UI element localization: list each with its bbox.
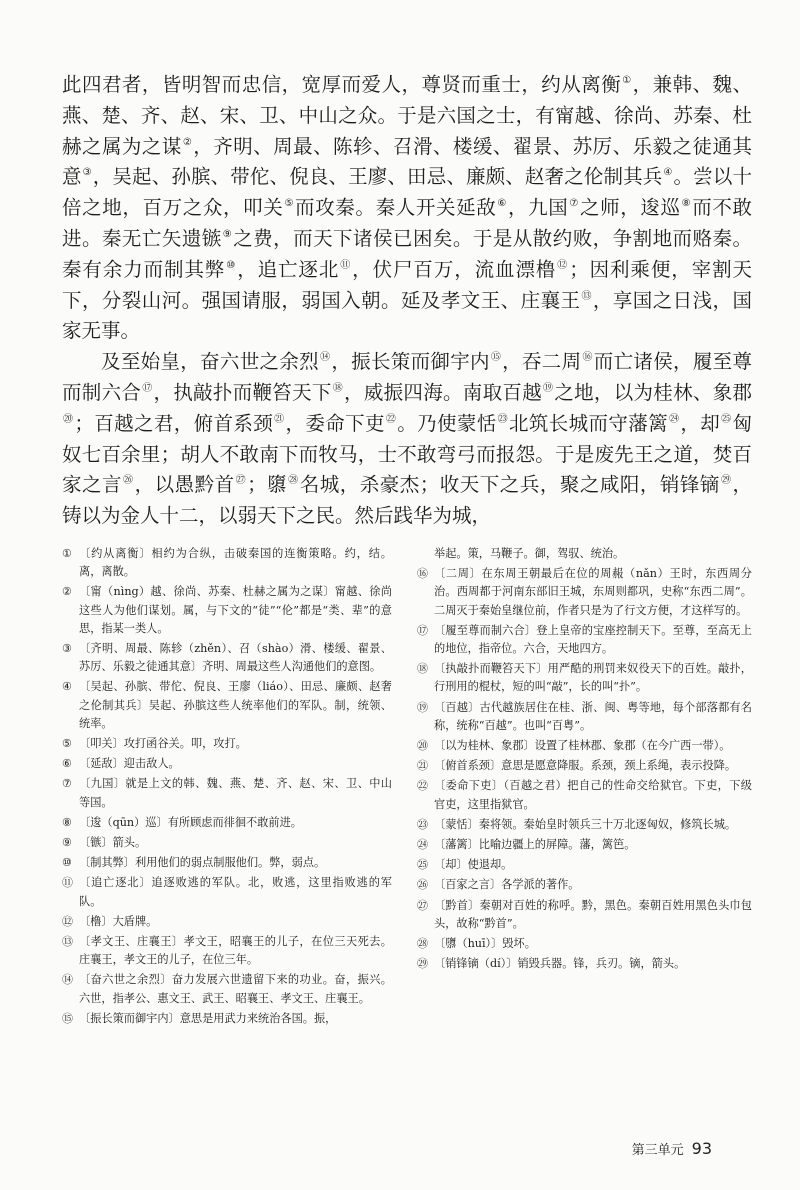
footnote-number: ⑳ [417, 739, 428, 753]
footnote [62, 775, 392, 811]
footnote-text: 〔橹〕大盾牌。 [79, 914, 158, 928]
paragraph-1 [62, 70, 752, 347]
footnote [417, 737, 752, 755]
footnote [62, 1010, 392, 1028]
footnote-text: 〔履至尊而制六合〕登上皇帝的宝座控制天下。至尊，至高无上的地位，指帝位。六合，天地四方。 [434, 623, 752, 656]
footnote [417, 876, 752, 894]
text-segment: ，威振四海。南取百越 [344, 380, 542, 404]
footnote [62, 913, 392, 931]
footnote [62, 755, 392, 773]
text-segment: 。乃使蒙恬 [397, 411, 497, 435]
footnote-number: ⑥ [62, 757, 72, 771]
text-segment: ，兼韩、魏、燕、楚、齐、赵、宋、卫、中山之众。于是六国之士，有甯越、徐尚、苏秦、杜赫之属为之谋 [62, 73, 752, 158]
footnote-ref: ④ [663, 167, 673, 179]
footnote-ref: ㉗ [235, 475, 247, 487]
text-segment: 名城，杀豪杰；收天下之兵，聚之咸阳，销锋镝 [299, 473, 720, 497]
main-text [62, 70, 752, 532]
text-segment: ，伏尸百万，流血漂橹 [352, 257, 557, 281]
text-segment: 此四君者，皆明智而忠信，宽厚而爱人，尊贤而重士，约从离衡 [62, 73, 622, 96]
text-segment: ，振长策而御宇内 [331, 350, 490, 374]
text-segment: ，执敲扑而鞭笞天下 [153, 380, 332, 404]
footnote-number: ④ [62, 680, 72, 694]
footnote-number: ③ [62, 642, 72, 656]
footnote-text: 〔约从离衡〕相约为合纵，击破秦国的连衡策略。约，结。离，离散。 [79, 547, 392, 579]
footnote-text: 〔以为桂林、象郡〕设置了桂林郡、象郡（在今广西一带）。 [434, 739, 731, 753]
unit-label: 第三单元 [631, 1143, 684, 1158]
text-segment: ，吞二周 [502, 350, 582, 374]
footnote-ref: ⑯ [582, 352, 593, 364]
footnote-ref: ㉑ [274, 413, 285, 425]
footnote [62, 933, 392, 969]
text-segment: 。尝以十倍之地，百万之众，叩关 [62, 165, 752, 220]
footnote-number: ⑮ [62, 1011, 73, 1025]
footnote-continuation: 举起。策，马鞭子。御，驾驭、统治。 [434, 547, 625, 560]
footnote-ref: ② [182, 136, 193, 148]
footnote-number: ① [62, 547, 72, 560]
footnote-ref: ⑲ [543, 382, 554, 394]
text-segment: ，享国之日浅，国家无事。 [62, 288, 752, 343]
footnote-ref: ⑪ [340, 259, 352, 271]
footnote-ref: ⑥ [497, 198, 507, 210]
footnote-ref: ⑭ [319, 352, 331, 364]
footnote-ref: ⑦ [569, 198, 579, 210]
footnote [62, 735, 392, 753]
footnote-text: 〔蒙恬〕秦将领。秦始皇时领兵三十万北逐匈奴，修筑长城。 [434, 817, 737, 831]
footnote-number: ⑱ [417, 662, 428, 676]
footnote-number: ⑭ [62, 973, 73, 987]
footnote [417, 897, 752, 933]
text-segment: ；百越之君，俯首系颈 [74, 411, 274, 435]
footnote-ref: ⑧ [681, 198, 692, 210]
footnote [62, 834, 392, 852]
text-segment: ，齐明、周最、陈轸、召滑、楼缓、翟景、苏厉、乐毅之徒通其意 [62, 134, 752, 189]
text-segment: ，吴起、孙膑、带佗、倪良、王廖、田忌、廉颇、赵奢之伦制其兵 [92, 165, 663, 189]
footnote [417, 816, 752, 834]
text-segment: 及至始皇，奋六世之余烈 [101, 350, 319, 374]
footnote-text: 〔吴起、孙膑、带佗、倪良、王廖（liáo）、田忌、廉颇、赵奢之伦制其兵〕吴起、孙膑这些人统率他们的军队。制，统领、统率。 [79, 680, 392, 730]
footnote-number: ⑬ [62, 935, 73, 949]
page-footer [632, 1139, 712, 1158]
footnote-number: ② [62, 585, 72, 599]
footnote-text: 〔逡（qūn）巡〕有所顾虑而徘徊不敢前进。 [79, 815, 302, 829]
footnote-number: ⑨ [62, 836, 72, 850]
footnote-ref: ③ [82, 167, 92, 179]
footnote-number: ⑰ [417, 623, 428, 637]
footnote-number: ⑯ [417, 567, 428, 581]
footnote [417, 836, 752, 854]
footnote-number: ㉘ [417, 937, 428, 951]
footnote-number: ㉒ [417, 779, 428, 793]
footnote-ref: ㉔ [668, 413, 680, 425]
text-segment: 之师，逡巡 [579, 196, 681, 220]
footnote-ref: ㉓ [497, 413, 508, 425]
footnote-text: 〔奋六世之余烈〕奋力发展六世遗留下来的功业。奋，振兴。六世，指孝公、惠文王、武王、昭襄王、孝文王、庄襄王。 [79, 973, 392, 1005]
footnotes [62, 545, 752, 1030]
footnote [62, 583, 392, 638]
footnote [417, 856, 752, 874]
footnote-ref: ⑰ [142, 382, 153, 394]
footnote-text: 〔销锋镝（dí）〕销毁兵器。锋，兵刃。镝，箭头。 [434, 957, 686, 971]
footnote-number: ⑲ [417, 700, 428, 714]
footnote [62, 545, 392, 581]
footnote [62, 640, 392, 676]
text-segment: ，九国 [507, 196, 569, 220]
footnote-number: ㉕ [417, 858, 428, 872]
footnote-number: ⑩ [62, 856, 72, 870]
footnote [62, 854, 392, 872]
footnote [417, 699, 752, 735]
text-segment: 之地，以为桂林、象郡 [554, 380, 752, 404]
footnotes-right-column [417, 545, 752, 1030]
footnote [417, 565, 752, 620]
footnote [62, 971, 392, 1007]
footnote-text: 〔追亡逐北〕追逐败逃的军队。北，败逃，这里指败逃的军队。 [79, 876, 392, 908]
footnote-text: 〔振长策而御宇内〕意思是用武力来统治各国。振， [79, 1011, 337, 1025]
footnote-number: ⑧ [62, 815, 72, 829]
footnote-text: 〔却〕使退却。 [434, 858, 513, 872]
footnote-text: 〔委命下吏〕（百越之君）把自己的性命交给狱官。下吏，下级官吏，这里指狱官。 [434, 779, 752, 811]
text-segment: 匈奴七百余里；胡人不敢南下而牧马，士不敢弯弓而报怨。于是废先王之道，焚百家之言 [62, 411, 752, 497]
text-segment: ；隳 [247, 473, 288, 497]
footnote-ref: ㉙ [720, 475, 732, 487]
footnote-number: ㉖ [417, 878, 428, 892]
text-segment: ，以愚黔首 [134, 473, 235, 497]
footnotes-left-column [62, 545, 392, 1030]
footnote-number: ⑤ [62, 737, 72, 751]
footnote-number: ⑫ [62, 914, 73, 928]
footnote-ref: ⑫ [557, 259, 569, 271]
footnote-ref: ⑨ [222, 228, 233, 240]
text-segment: ，却 [680, 411, 721, 435]
footnote [417, 622, 752, 658]
footnote [62, 814, 392, 832]
text-segment: 北筑长城而守藩篱 [508, 411, 668, 435]
footnote-text: 〔百家之言〕各学派的著作。 [434, 878, 580, 892]
footnote-text: 〔甯（nìng）越、徐尚、苏秦、杜赫之属为之谋〕甯越、徐尚这些人为他们谋划。属，与下文的“徒”“伦”都是“类、辈”的意思，指某一类人。 [79, 585, 392, 635]
text-segment: ；因利乘便，宰割天下，分裂山河。强国请服，弱国入朝。延及孝文王、庄襄王 [62, 257, 752, 312]
footnote-text: 〔叩关〕攻打函谷关。叩，攻打。 [79, 737, 247, 751]
text-segment: 而亡诸侯，履至尊而制六合 [62, 350, 752, 404]
footnote-number: ㉔ [417, 838, 428, 852]
footnote-text: 〔黔首〕秦朝对百姓的称呼。黔，黑色。秦朝百姓用黑色头巾包头，故称“黔首”。 [434, 898, 752, 930]
footnote-text: 〔二周〕在东周王朝最后在位的周赧（nǎn）王时，东西周分治。西周都于河南东部旧王城，东周则都巩，史称“东西二周”。二周灭于秦始皇继位前，作者只是为了行文方便，才这样写的。 [434, 567, 752, 617]
footnote-number: ㉑ [417, 759, 428, 773]
footnote [62, 678, 392, 733]
footnote-text: 〔制其弊〕利用他们的弱点制服他们。弊，弱点。 [79, 856, 326, 870]
text-segment: ，委命下吏 [285, 411, 385, 435]
footnote-number: ㉗ [417, 898, 428, 912]
footnote-ref: ① [622, 75, 632, 86]
footnote [417, 757, 752, 775]
footnote-ref: ㉒ [385, 413, 397, 425]
footnote-text: 〔隳（huī）〕毁坏。 [434, 937, 536, 951]
footnote-text: 〔齐明、周最、陈轸（zhěn）、召（shào）滑、楼缓、翟景、苏厉、乐毅之徒通其意〕齐明、周最这些人沟通他们的意图。 [79, 642, 392, 674]
footnote-ref: ㉘ [288, 475, 299, 487]
text-segment: 而攻秦。秦人开关延敌 [295, 196, 497, 220]
footnote-number: ㉙ [417, 957, 428, 971]
footnote-text: 〔镞〕箭头。 [79, 836, 147, 850]
footnote-text: 〔俯首系颈〕意思是愿意降服。系颈，颈上系绳，表示投降。 [434, 759, 737, 773]
footnote-ref: ⑮ [490, 352, 502, 364]
paragraph-2 [62, 347, 752, 532]
footnote-text: 〔执敲扑而鞭笞天下〕用严酷的刑罚来奴役天下的百姓。敲扑，行刑用的棍杖，短的叫“敲”，长的叫“扑”。 [434, 662, 752, 694]
text-segment: 之费，而天下诸侯已困矣。于是从散约败，争割地而赂秦。秦有余力而制其弊 [62, 226, 752, 281]
footnote-ref: ㉖ [123, 475, 134, 487]
text-segment: 而不敢进。秦无亡矢遗镞 [62, 196, 752, 250]
footnote-text: 〔九国〕就是上文的韩、魏、燕、楚、齐、赵、宋、卫、中山等国。 [79, 777, 392, 809]
footnote-ref: ⑳ [63, 413, 74, 425]
footnote-ref: ⑩ [226, 259, 237, 271]
footnote-text: 〔藩篱〕比喻边疆上的屏障。藩，篱笆。 [434, 838, 636, 852]
footnote [417, 660, 752, 696]
footnote-number: ⑪ [62, 876, 73, 890]
footnote-text: 〔百越〕古代越族居住在桂、浙、闽、粤等地，每个部落都有名称，统称“百越”。也叫“百粤”。 [434, 700, 752, 732]
footnote-ref: ⑬ [581, 290, 592, 302]
footnote-number: ㉓ [417, 817, 428, 831]
footnote-text: 〔延敌〕迎击敌人。 [79, 757, 180, 771]
page-number: 93 [691, 1139, 712, 1158]
footnote [417, 935, 752, 953]
footnote-number: ⑦ [62, 777, 72, 791]
footnote [62, 874, 392, 910]
footnote [417, 955, 752, 973]
text-segment: ，铸以为金人十二，以弱天下之民。然后践华为城， [62, 473, 752, 528]
footnote-ref: ㉕ [721, 413, 732, 425]
text-segment: ，追亡逐北 [237, 257, 340, 281]
footnote-ref: ⑤ [284, 198, 295, 210]
footnote-text: 〔孝文王、庄襄王〕孝文王，昭襄王的儿子，在位三天死去。庄襄王，孝文王的儿子，在位三年。 [79, 935, 392, 967]
footnote [417, 777, 752, 813]
footnote-ref: ⑱ [332, 382, 344, 394]
